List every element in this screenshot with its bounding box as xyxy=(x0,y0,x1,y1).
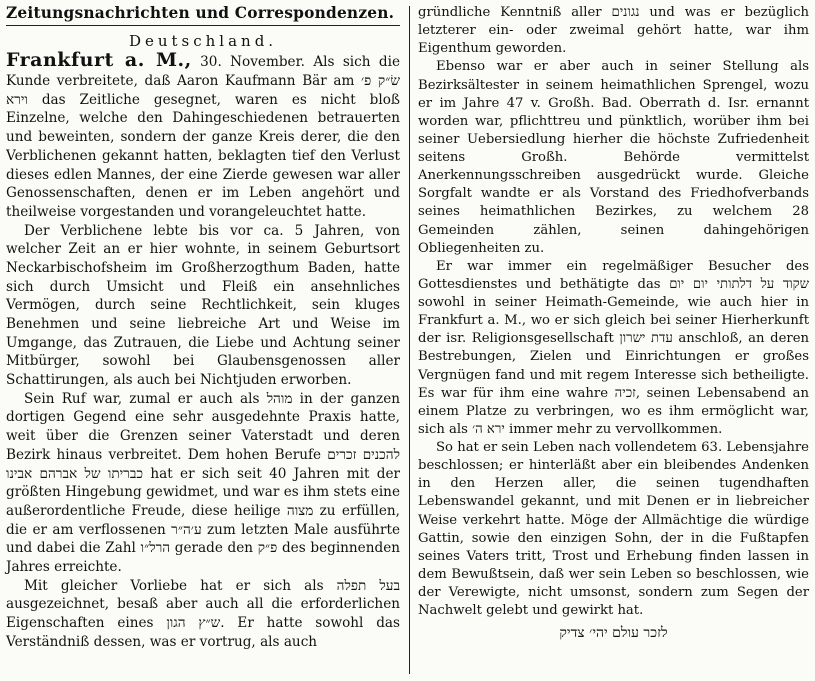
dateline-place: Frankfurt a. M., xyxy=(6,49,192,72)
hebrew-signoff: לזכר עולם יהי׳ צדיק xyxy=(559,625,668,642)
dateline-date: 30. November. xyxy=(200,54,305,71)
section-title: Zeitungsnachrichten und Correspondenzen. xyxy=(6,4,400,26)
article-paragraph-6: Er war immer ein regelmäßiger Besucher des Gottesdienstes und bethätigte das שקוד על דלתותי יום יום sowohl in seiner Heimath-Gemeinde, wie auch hier in Frankfurt a. M., wo er sich gleich bei seiner Hierherkunft der isr. Religionsgesellschaft עדת ישרון anschloß, an deren Bestrebungen, Zielen und Einrichtungen er großes Vergnügen fand und mit regem Interesse sich betheiligte. Es war für ihm eine wahre זכיה, seinen Lebensabend an einem Platze zu verbringen, wo es ihm ermöglicht war, sich als ירא ה׳ immer mehr zu vervollkommen. xyxy=(418,258,809,437)
article-paragraph-2: Der Verblichene lebte bis vor ca. 5 Jahren, von welcher Zeit an er hier wohnte, in seinem Geburtsort Neckarbischofsheim im Großherzogthum Baden, hatte sich durch Umsicht und Fleiß ein ansehnliches Vermögen, durch seine Rechtlichkeit, sein kluges Benehmen und seine liebreiche Art und Weise im Umgange, das Zutrauen, die Liebe und Achtung seiner Mitbürger, sowohl bei Glaubensgenossen aller Schattirungen, als auch bei Nichtjuden erworben. xyxy=(6,222,400,389)
right-column xyxy=(418,4,809,642)
column-divider xyxy=(409,6,410,674)
paragraph-1-text: Als sich die Kunde verbreitete, daß Aaron Kaufmann Bär am שׂ״ק פ׳ וירא das Zeitliche gesegnet, waren es nicht bloß Einzelne, welche den Dahingeschiedenen betrauerten und beweinten, sondern der ganze Kreis derer, die den Verblichenen gekannt hatten, beklagten tief den Verlust dieses edlen Mannes, der eine Zierde gewesen war aller Genossenschaften, denen er im Leben angehört und theilweise vorgestanden und vorangeleuchtet hatte. xyxy=(6,54,400,220)
article-paragraph-3: Sein Ruf war, zumal er auch als מוהל in der ganzen dortigen Gegend eine sehr ausgedehnte Praxis hatte, weit über die Grenzen seiner Vaterstadt und deren Bezirk hinaus verbreitet. Dem hohen Berufe להכנים זכרים כבריתו של אברהם אבינו hat er sich seit 40 Jahren mit der größten Hingebung gewidmet, und war es ihm stets eine außerordentliche Freude, diese heilige מצוה zu erfüllen, die er am verflossenen ע׳ה״ר zum letzten Male ausführte und dabei die Zahl הרל״ו gerade den פ״ק des beginnenden Jahres erreichte. xyxy=(6,390,400,575)
article-paragraph-5: Ebenso war er aber auch in seiner Stellung als Bezirksältester in seinem heimathlichen Sprengel, wozu er im Jahre 47 v. Großh. Bad. Oberrath d. Isr. ernannt worden war, pflichttreu und pünktlich, worüber ihm bei seiner Uebersiedlung hierher die höchste Zufriedenheit seitens Großh. Behörde vermittelst Anerkennungsschreiben ausgedrückt wurde. Gleiche Sorgfalt wandte er als Vorstand des Friedhofverbands seines heimathlichen Bezirkes, zu welchem 28 Gemeinden zählen, seinen dahingehörigen Obliegenheiten zu. xyxy=(418,59,809,256)
article-paragraph-1 xyxy=(6,51,400,221)
country-heading: Deutschland. xyxy=(128,31,278,50)
left-column xyxy=(6,4,400,651)
article-paragraph-4: Mit gleicher Vorliebe hat er sich als בעל תפלה ausgezeichnet, besaß aber auch all die erforderlichen Eigenschaften eines ש״ץ הגון. Er hatte sowohl das Verständniß dessen, was er vortrug, als auch xyxy=(6,577,400,650)
article-paragraph-4-continued: gründliche Kenntniß aller נגונים und was er bezüglich letzterer ein- oder zweimal gehört hatte, war ihm Eigenthum geworden. xyxy=(418,5,809,57)
article-paragraph-7: So hat er sein Leben nach vollendetem 63. Lebensjahre beschlossen; er hinterläßt aber ein bleibendes Andenken in den Herzen aller, die seinen tugendhaften Lebenswandel gekannt, und mit Denen er in liebreicher Weise verkehrt hatte. Möge der Allmächtige die würdige Gattin, sowie den einzigen Sohn, der in die Fußtapfen seines Vaters tritt, Trost und Erhebung finden lassen in dem Bewußtsein, daß wer sein Leben so beschlossen, wie der Verewigte, nicht umsonst, sondern zum Segen der Nachwelt gelebt und gewirkt hat. xyxy=(418,440,809,619)
